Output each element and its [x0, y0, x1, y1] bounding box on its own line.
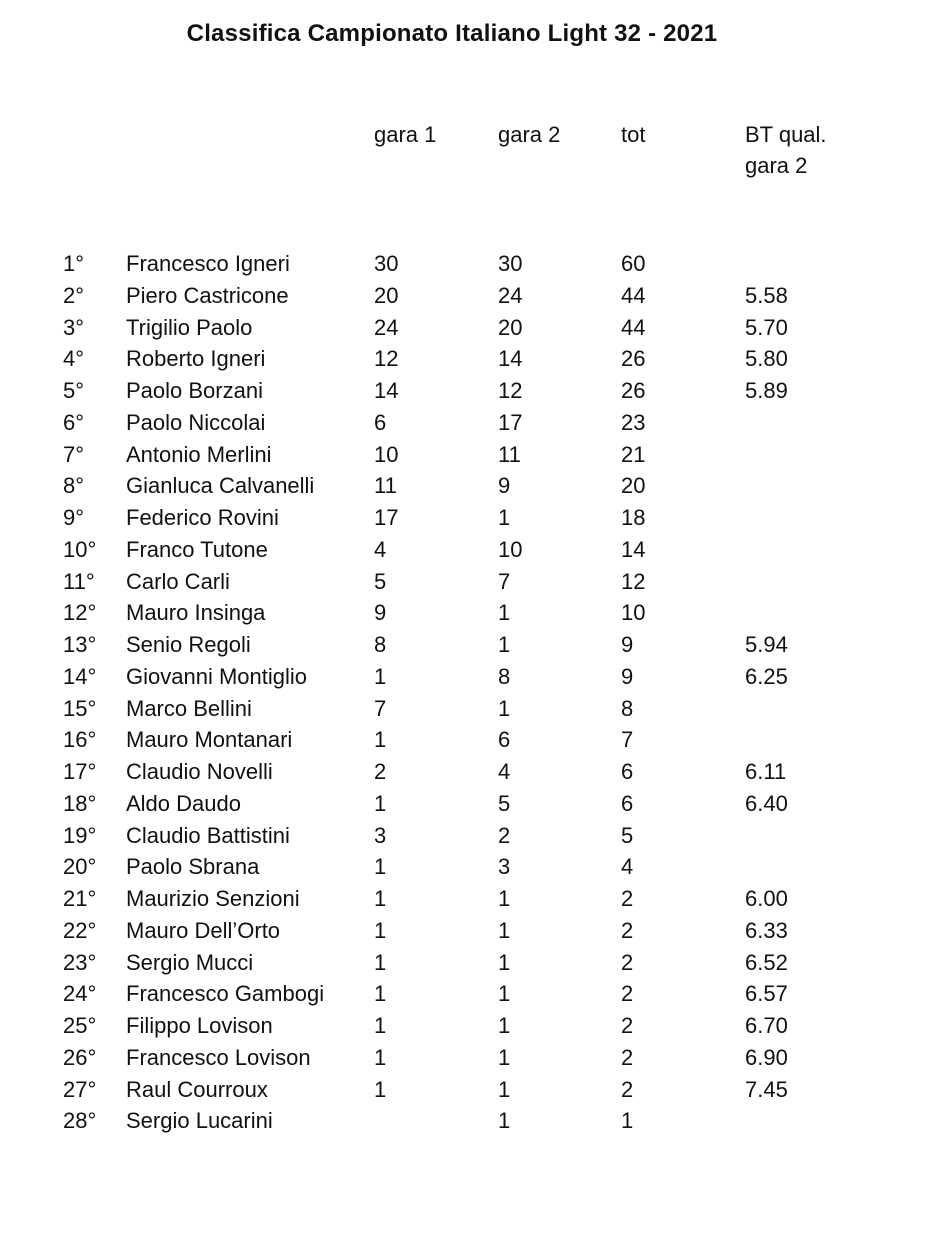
gara2-cell: 5 — [498, 790, 511, 816]
name-cell: Giovanni Montiglio — [126, 663, 307, 689]
gara2-cell: 1 — [498, 886, 511, 911]
name-cell: Sergio Lucarini — [126, 1108, 273, 1134]
gara1-cell: 2 — [374, 759, 387, 784]
total-cell: 6 — [621, 790, 634, 816]
gara1-cell: 24 — [374, 314, 399, 340]
table-row — [0, 502, 937, 534]
position-cell: 19° — [63, 822, 97, 848]
name-cell: Franco Tutone — [126, 536, 268, 562]
gara1-cell: 6 — [374, 409, 387, 435]
name-cell: Mauro Montanari — [126, 727, 293, 753]
table-row — [0, 534, 937, 566]
gara1-cell: 1 — [374, 1076, 387, 1102]
name-cell: Mauro Insinga — [126, 600, 266, 626]
table-row — [0, 375, 937, 407]
table-row — [0, 566, 937, 598]
gara1-cell: 12 — [374, 346, 399, 372]
gara1-cell: 1 — [374, 981, 387, 1007]
gara2-cell: 10 — [498, 536, 523, 562]
total-cell: 2 — [621, 981, 634, 1007]
name-cell: Paolo Niccolai — [126, 409, 266, 435]
gara2-cell: 12 — [498, 378, 523, 403]
bt-qual-cell: 5.58 — [745, 282, 788, 308]
gara2-cell: 1 — [498, 1108, 511, 1134]
name-cell: Mauro Dell’Orto — [126, 917, 281, 943]
gara1-cell: 7 — [374, 695, 387, 721]
bt-qual-cell: 6.11 — [745, 759, 787, 784]
gara1-cell: 4 — [374, 536, 387, 562]
name-cell: Aldo Daudo — [126, 790, 241, 816]
bt-qual-cell: 6.00 — [745, 886, 788, 911]
name-cell: Marco Bellini — [126, 695, 252, 721]
name-cell: Francesco Gambogi — [126, 981, 325, 1007]
bt-qual-cell: 5.94 — [745, 632, 788, 657]
table-row — [0, 915, 937, 947]
position-cell: 3° — [63, 314, 85, 340]
table-row — [0, 1074, 937, 1106]
total-cell: 26 — [621, 346, 646, 372]
position-cell: 5° — [63, 378, 85, 403]
position-cell: 14° — [63, 663, 97, 689]
name-cell: Gianluca Calvanelli — [126, 473, 315, 499]
total-cell: 9 — [621, 663, 634, 689]
table-row — [0, 820, 937, 852]
total-cell: 23 — [621, 409, 646, 435]
bt-qual-cell: 6.25 — [745, 663, 788, 689]
table-row — [0, 978, 937, 1010]
column-header-bt-line2: gara 2 — [745, 153, 808, 178]
name-cell: Paolo Borzani — [126, 378, 263, 403]
total-cell: 2 — [621, 1076, 634, 1102]
position-cell: 10° — [63, 536, 97, 562]
gara2-cell: 1 — [498, 1044, 511, 1070]
gara2-cell: 1 — [498, 949, 511, 975]
total-cell: 2 — [621, 1044, 634, 1070]
gara2-cell: 1 — [498, 1076, 511, 1102]
total-cell: 44 — [621, 314, 646, 340]
bt-qual-cell: 6.33 — [745, 917, 788, 943]
page-title: Classifica Campionato Italiano Light 32 - 2021 — [186, 20, 718, 47]
gara1-cell: 10 — [374, 441, 399, 467]
gara1-cell: 1 — [374, 1044, 387, 1070]
gara2-cell: 20 — [498, 314, 523, 340]
gara1-cell: 1 — [374, 917, 387, 943]
gara1-cell: 17 — [374, 505, 399, 530]
gara2-cell: 17 — [498, 409, 523, 435]
name-cell: Sergio Mucci — [126, 949, 254, 975]
table-row — [0, 756, 937, 788]
gara2-cell: 1 — [498, 695, 511, 721]
position-cell: 2° — [63, 282, 85, 308]
total-cell: 2 — [621, 917, 634, 943]
total-cell: 60 — [621, 251, 646, 276]
table-row — [0, 248, 937, 280]
table-row — [0, 312, 937, 344]
gara2-cell: 3 — [498, 854, 511, 880]
bt-qual-cell: 6.70 — [745, 1013, 788, 1038]
gara1-cell: 20 — [374, 282, 399, 308]
bt-qual-cell: 6.40 — [745, 790, 788, 816]
gara2-cell: 11 — [498, 441, 521, 467]
table-row — [0, 1105, 937, 1137]
gara1-cell: 1 — [374, 886, 387, 911]
name-cell: Paolo Sbrana — [126, 854, 260, 880]
gara2-cell: 4 — [498, 759, 511, 784]
position-cell: 22° — [63, 917, 97, 943]
position-cell: 13° — [63, 632, 97, 657]
total-cell: 7 — [621, 727, 634, 753]
gara2-cell: 30 — [498, 251, 523, 276]
total-cell: 12 — [621, 568, 646, 594]
total-cell: 44 — [621, 282, 646, 308]
gara1-cell: 5 — [374, 568, 387, 594]
gara1-cell: 1 — [374, 949, 387, 975]
gara1-cell: 1 — [374, 1013, 387, 1038]
gara2-cell: 1 — [498, 981, 511, 1007]
table-row — [0, 407, 937, 439]
total-cell: 10 — [621, 600, 646, 626]
table-row — [0, 343, 937, 375]
gara2-cell: 2 — [498, 822, 511, 848]
table-row — [0, 661, 937, 693]
position-cell: 26° — [63, 1044, 97, 1070]
bt-qual-cell: 6.52 — [745, 949, 788, 975]
total-cell: 2 — [621, 949, 634, 975]
gara2-cell: 1 — [498, 600, 511, 626]
gara1-cell: 14 — [374, 378, 399, 403]
total-cell: 6 — [621, 759, 634, 784]
table-row — [0, 724, 937, 756]
position-cell: 21° — [63, 886, 97, 911]
gara1-cell: 11 — [374, 473, 397, 499]
gara1-cell: 8 — [374, 632, 387, 657]
position-cell: 27° — [63, 1076, 97, 1102]
gara1-cell: 1 — [374, 727, 387, 753]
name-cell: Filippo Lovison — [126, 1013, 273, 1038]
name-cell: Raul Courroux — [126, 1076, 268, 1102]
total-cell: 4 — [621, 854, 634, 880]
table-row — [0, 1010, 937, 1042]
column-header-tot: tot — [621, 122, 646, 147]
table-row — [0, 439, 937, 471]
gara1-cell: 9 — [374, 600, 387, 626]
gara2-cell: 9 — [498, 473, 511, 499]
gara1-cell: 30 — [374, 251, 399, 276]
gara1-cell: 1 — [374, 790, 387, 816]
gara1-cell: 1 — [374, 854, 387, 880]
name-cell: Roberto Igneri — [126, 346, 266, 372]
column-header-bt-line1: BT qual. — [745, 122, 827, 147]
total-cell: 2 — [621, 1013, 634, 1038]
table-row — [0, 788, 937, 820]
position-cell: 20° — [63, 854, 97, 880]
table-row — [0, 280, 937, 312]
total-cell: 14 — [621, 536, 646, 562]
name-cell: Antonio Merlini — [126, 441, 272, 467]
bt-qual-cell: 5.80 — [745, 346, 788, 372]
position-cell: 4° — [63, 346, 85, 372]
total-cell: 20 — [621, 473, 646, 499]
column-header-bt-qual — [745, 119, 895, 181]
gara2-cell: 7 — [498, 568, 511, 594]
name-cell: Francesco Igneri — [126, 251, 290, 276]
table-row — [0, 693, 937, 725]
gara2-cell: 1 — [498, 505, 511, 530]
total-cell: 26 — [621, 378, 646, 403]
total-cell: 8 — [621, 695, 634, 721]
gara1-cell: 1 — [374, 663, 387, 689]
name-cell: Piero Castricone — [126, 282, 289, 308]
position-cell: 16° — [63, 727, 97, 753]
name-cell: Carlo Carli — [126, 568, 230, 594]
bt-qual-cell: 5.89 — [745, 378, 788, 403]
bt-qual-cell: 6.57 — [745, 981, 788, 1007]
name-cell: Senio Regoli — [126, 632, 251, 657]
name-cell: Trigilio Paolo — [126, 314, 253, 340]
position-cell: 15° — [63, 695, 97, 721]
table-row — [0, 629, 937, 661]
total-cell: 18 — [621, 505, 646, 530]
table-row — [0, 1042, 937, 1074]
gara2-cell: 14 — [498, 346, 523, 372]
total-cell: 21 — [621, 441, 646, 467]
position-cell: 18° — [63, 790, 97, 816]
position-cell: 12° — [63, 600, 97, 626]
table-row — [0, 597, 937, 629]
position-cell: 25° — [63, 1013, 97, 1038]
column-header-gara2: gara 2 — [498, 122, 561, 147]
position-cell: 11° — [63, 568, 95, 594]
table-row — [0, 851, 937, 883]
bt-qual-cell: 6.90 — [745, 1044, 788, 1070]
total-cell: 9 — [621, 632, 634, 657]
name-cell: Federico Rovini — [126, 505, 279, 530]
gara2-cell: 1 — [498, 917, 511, 943]
gara2-cell: 24 — [498, 282, 523, 308]
column-header-gara1: gara 1 — [374, 122, 437, 147]
table-row — [0, 883, 937, 915]
table-row — [0, 947, 937, 979]
position-cell: 6° — [63, 409, 85, 435]
position-cell: 23° — [63, 949, 97, 975]
total-cell: 2 — [621, 886, 634, 911]
gara2-cell: 8 — [498, 663, 511, 689]
position-cell: 24° — [63, 981, 97, 1007]
position-cell: 17° — [63, 759, 97, 784]
total-cell: 5 — [621, 822, 634, 848]
position-cell: 9° — [63, 505, 85, 530]
gara2-cell: 1 — [498, 1013, 511, 1038]
bt-qual-cell: 7.45 — [745, 1076, 788, 1102]
gara2-cell: 6 — [498, 727, 511, 753]
bt-qual-cell: 5.70 — [745, 314, 788, 340]
table-row — [0, 470, 937, 502]
position-cell: 28° — [63, 1108, 97, 1134]
name-cell: Claudio Battistini — [126, 822, 290, 848]
gara2-cell: 1 — [498, 632, 511, 657]
name-cell: Claudio Novelli — [126, 759, 273, 784]
position-cell: 1° — [63, 251, 85, 276]
total-cell: 1 — [621, 1108, 634, 1134]
position-cell: 8° — [63, 473, 85, 499]
standings-table — [0, 248, 937, 1137]
name-cell: Francesco Lovison — [126, 1044, 311, 1070]
position-cell: 7° — [63, 441, 85, 467]
name-cell: Maurizio Senzioni — [126, 886, 300, 911]
gara1-cell: 3 — [374, 822, 387, 848]
